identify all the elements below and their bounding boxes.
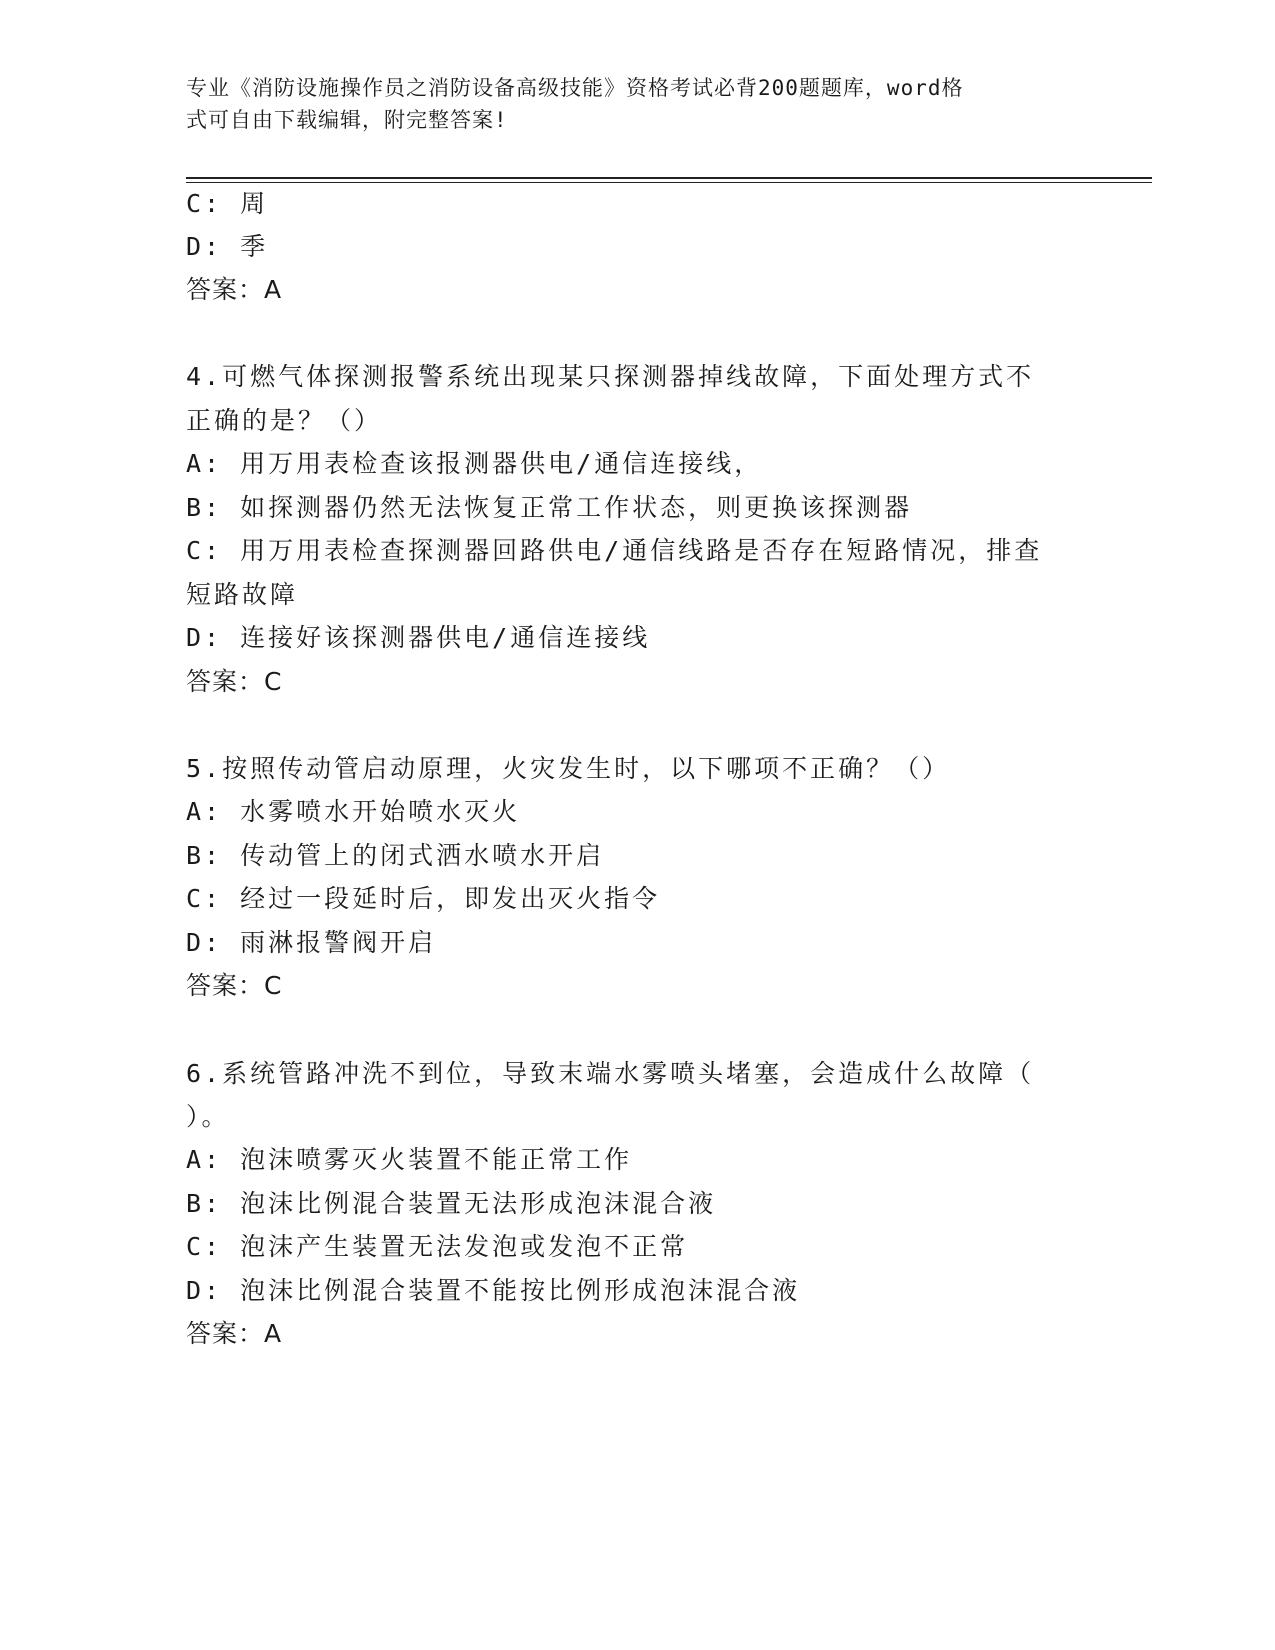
header-divider-thin <box>186 182 1152 183</box>
option-line: C: 经过一段延时后，即发出灭火指令 <box>186 884 661 913</box>
option-line: A: 水雾喷水开始喷水灭火 <box>186 797 521 826</box>
header-line-1: 专业《消防设施操作员之消防设备高级技能》资格考试必背200题题库，word格 <box>186 76 964 100</box>
question-line: 5.按照传动管启动原理，火灾发生时，以下哪项不正确？（） <box>186 754 951 783</box>
answer-line: 答案：C <box>186 971 283 1000</box>
option-line: C: 周 <box>186 189 269 218</box>
document-header <box>186 72 1066 136</box>
question-line: ）。 <box>186 1102 230 1131</box>
option-line: D: 连接好该探测器供电/通信连接线 <box>186 623 651 652</box>
answer-line: 答案：C <box>186 667 283 696</box>
option-line: D: 季 <box>186 232 269 261</box>
option-line: A: 泡沫喷雾灭火装置不能正常工作 <box>186 1145 633 1174</box>
option-line: A: 用万用表检查该报测器供电/通信连接线， <box>186 449 763 478</box>
option-line: C: 泡沫产生装置无法发泡或发泡不正常 <box>186 1232 689 1261</box>
header-divider-thick <box>186 177 1152 179</box>
answer-line: 答案：A <box>186 275 283 304</box>
option-line: C: 用万用表检查探测器回路供电/通信线路是否存在短路情况，排查 <box>186 536 1043 565</box>
option-line: 短路故障 <box>186 580 299 609</box>
question-line: 正确的是？（） <box>186 406 383 435</box>
option-line: D: 雨淋报警阀开启 <box>186 928 437 957</box>
option-line: B: 传动管上的闭式洒水喷水开启 <box>186 841 605 870</box>
question-line: 6.系统管路冲洗不到位，导致末端水雾喷头堵塞，会造成什么故障（ <box>186 1059 1035 1088</box>
question-line: 4.可燃气体探测报警系统出现某只探测器掉线故障，下面处理方式不 <box>186 362 1035 391</box>
header-line-2: 式可自由下载编辑，附完整答案! <box>186 108 508 132</box>
answer-line: 答案：A <box>186 1319 283 1348</box>
option-line: B: 泡沫比例混合装置无法形成泡沫混合液 <box>186 1189 717 1218</box>
option-line: D: 泡沫比例混合装置不能按比例形成泡沫混合液 <box>186 1276 801 1305</box>
option-line: B: 如探测器仍然无法恢复正常工作状态，则更换该探测器 <box>186 493 913 522</box>
